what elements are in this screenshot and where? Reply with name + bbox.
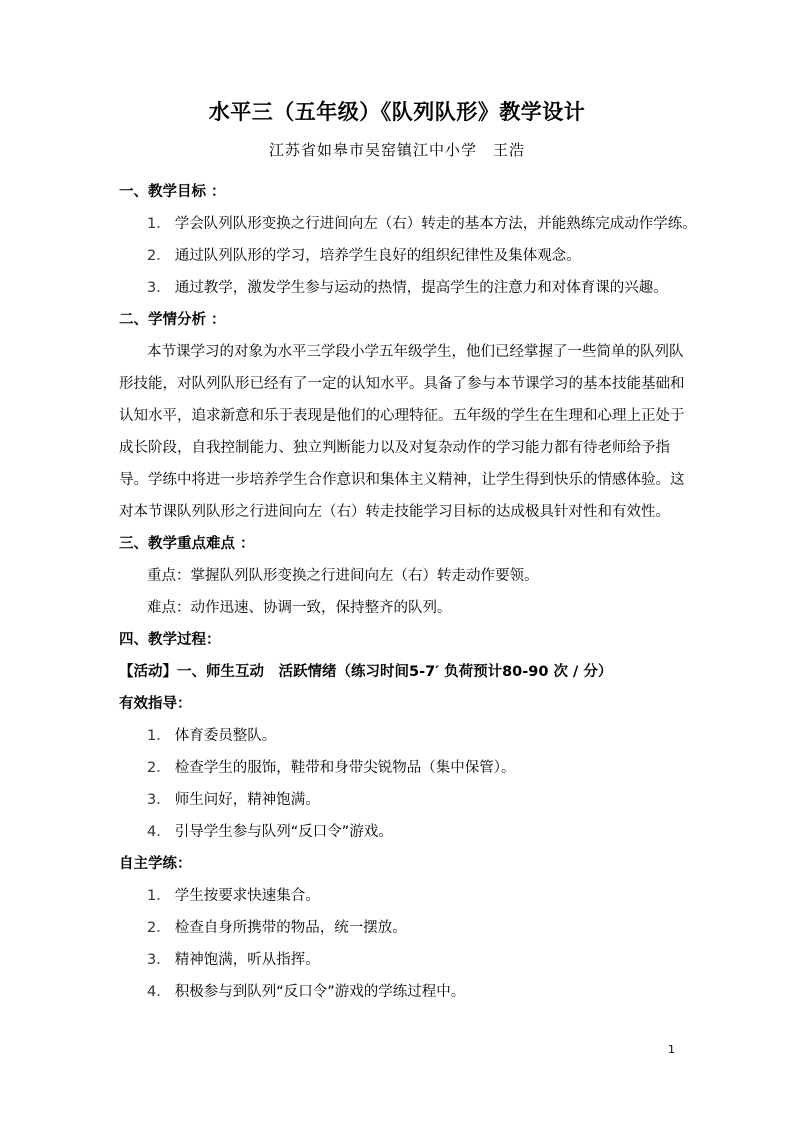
- item-number: 2．: [147, 920, 171, 936]
- item-number: 3．: [147, 280, 171, 296]
- item-text: 检查学生的服饰，鞋带和身带尖锐物品（集中保管）。: [174, 760, 516, 776]
- list-item: [147, 214, 697, 234]
- item-text: 师生问好，精神饱满。: [174, 792, 320, 808]
- item-number: 1．: [147, 888, 171, 904]
- item-text: 学生按要求快速集合。: [174, 888, 320, 904]
- item-number: 2．: [147, 248, 171, 264]
- list-item: [147, 918, 407, 938]
- paragraph-line: 本节课学习的对象为水平三学段小学五年级学生，他们已经掌握了一些简单的队列队: [147, 344, 684, 360]
- item-text: 引导学生参与队列“反口令”游戏。: [174, 824, 393, 840]
- item-text: 积极参与到队列“反口令”游戏的学练过程中。: [174, 984, 466, 1000]
- item-number: 4．: [147, 984, 171, 1000]
- practice-heading: 自主学练：: [119, 856, 192, 872]
- key-point-text: 重点：掌握队列队形变换之行进间向左（右）转走动作要领。: [147, 568, 539, 584]
- list-item: [147, 246, 581, 266]
- section-heading-process: 四、教学过程：: [119, 632, 221, 648]
- document-title: 水平三（五年级）《队列队形》教学设计: [208, 99, 586, 124]
- item-number: 4．: [147, 824, 171, 840]
- list-item: [147, 726, 276, 746]
- paragraph-line: 成长阶段，自我控制能力、独立判断能力以及对复杂动作的学习能力都有待老师给予指: [119, 440, 670, 456]
- list-item: [147, 886, 320, 906]
- section-heading-key-points: 三、教学重点难点 ：: [119, 536, 255, 552]
- item-text: 通过队列队形的学习，培养学生良好的组织纪律性及集体观念。: [174, 248, 581, 264]
- list-item: [147, 790, 320, 810]
- item-text: 精神饱满，听从指挥。: [174, 952, 320, 968]
- item-text: 检查自身所携带的物品，统一摆放。: [174, 920, 407, 936]
- list-item: [147, 278, 668, 298]
- item-number: 1．: [147, 728, 171, 744]
- item-text: 体育委员整队。: [174, 728, 277, 744]
- section-heading-analysis: 二、学情分析 ：: [119, 312, 226, 328]
- paragraph-line: 对本节课队列队形之行进间向左（右）转走技能学习目标的达成极具针对性和有效性。: [119, 504, 670, 520]
- item-number: 3．: [147, 952, 171, 968]
- section-heading-objectives: 一、教学目标 ：: [119, 184, 226, 200]
- item-text: 通过教学，激发学生参与运动的热情，提高学生的注意力和对体育课的兴趣。: [174, 280, 668, 296]
- item-number: 1．: [147, 216, 171, 232]
- paragraph-line: 形技能，对队列队形已经有了一定的认知水平。具备了参与本节课学习的基本技能基础和: [119, 376, 685, 392]
- paragraph-line: 认知水平，追求新意和乐于表现是他们的心理特征。五年级的学生在生理和心理上正处于: [119, 408, 685, 424]
- page-number: 1: [668, 1043, 675, 1056]
- paragraph-line: 导。学练中将进一步培养学生合作意识和集体主义精神，让学生得到快乐的情感体验。这: [119, 472, 685, 488]
- activity-heading: 【活动】一、师生互动 活跃情绪（练习时间5-7′ 负荷预计80-90 次 / 分）: [119, 664, 613, 680]
- item-number: 2．: [147, 760, 171, 776]
- item-number: 3．: [147, 792, 171, 808]
- list-item: [147, 822, 393, 842]
- author-line: 江苏省如皋市吴窑镇江中小学 王浩: [268, 141, 525, 159]
- item-text: 学会队列队形变换之行进间向左（右）转走的基本方法，并能熟练完成动作学练。: [174, 216, 697, 232]
- difficulty-text: 难点：动作迅速、协调一致，保持整齐的队列。: [147, 600, 452, 616]
- list-item: [147, 950, 320, 970]
- list-item: [147, 982, 465, 1002]
- list-item: [147, 758, 515, 778]
- guide-heading: 有效指导：: [119, 696, 192, 712]
